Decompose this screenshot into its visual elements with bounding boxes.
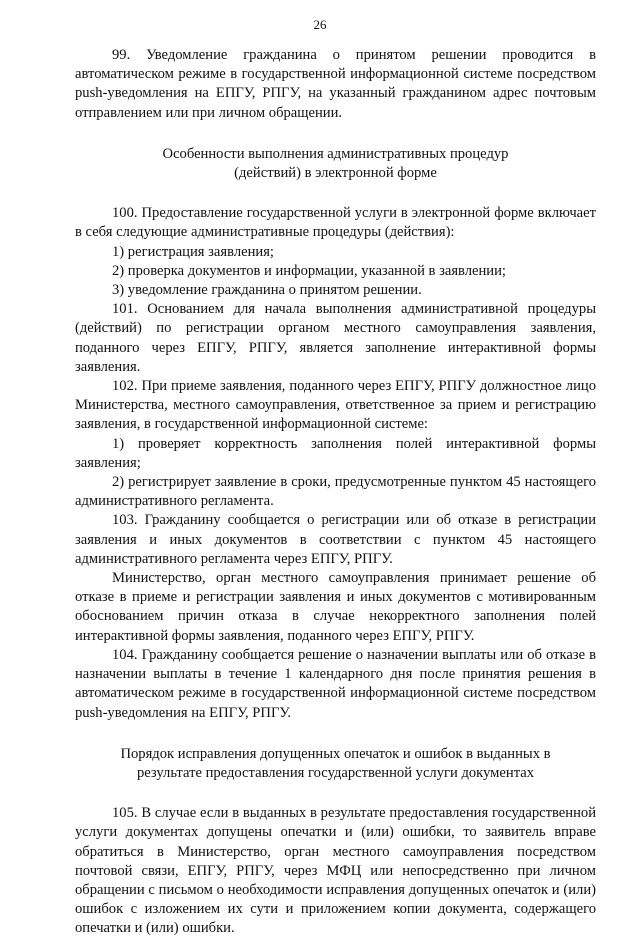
paragraph-103: 103. Гражданину сообщается о регистрации или об отказе в регистрации заявления и иных документов в соответствии с пунктом 45 настоящего административного регламента через ЕПГУ, РПГУ.: [75, 512, 596, 567]
document-body: [75, 46, 596, 939]
paragraph-101: 101. Основанием для начала выполнения административной процедуры (действий) по регистрации органом местного самоуправления заявления, поданного через ЕПГУ, РПГУ, является заполнение интерактивной формы заявления.: [75, 301, 596, 375]
paragraph-102-item-2: 2) регистрирует заявление в сроки, предусмотренные пунктом 45 настоящего административного регламента.: [75, 474, 596, 510]
section-heading-corrections: Порядок исправления допущенных опечаток и ошибок в выданных в результате предоставления государственной услуги документах: [120, 745, 551, 781]
list-item-3: 3) уведомление гражданина о принятом решении.: [112, 282, 422, 299]
paragraph-105: 105. В случае если в выданных в результате предоставления государственной услуги документах допущены опечатки и (или) ошибки, то заявитель вправе обратиться в Министерство, орган местного самоуправления посредством почтовой связи, ЕПГУ, РПГУ, через МФЦ или непосредственно при личном обращении с письмом о необходимости исправления допущенных опечаток и (или) ошибок с изложением их сути и приложением копии документа, содержащего опечатки и (или) ошибки.: [75, 805, 596, 937]
paragraph-99: 99. Уведомление гражданина о принятом решении проводится в автоматическом режиме в государственной информационной системе посредством push-уведомления на ЕПГУ, РПГУ, на указанный гражданином адрес почтовым отправлением или при личном обращении.: [75, 47, 596, 121]
paragraph-103-continued: Министерство, орган местного самоуправления принимает решение об отказе в приеме и регистрации заявления и иных документов с мотивированным обоснованием причин отказа в случае некорректного заполнения полей интерактивной формы заявления, поданного через ЕПГУ, РПГУ.: [75, 570, 596, 644]
paragraph-102-item-1: 1) проверяет корректность заполнения полей интерактивной формы заявления;: [75, 435, 596, 471]
page-number: 26: [313, 17, 327, 32]
paragraph-100: 100. Предоставление государственной услуги в электронной форме включает в себя следующие административные процедуры (действия):: [75, 205, 596, 241]
paragraph-102: 102. При приеме заявления, поданного через ЕПГУ, РПГУ должностное лицо Министерства, местного самоуправления, ответственное за прием и регистрацию заявления, в государственной информационной системе:: [75, 378, 596, 433]
list-item-1: 1) регистрация заявления;: [112, 243, 274, 260]
paragraph-104: 104. Гражданину сообщается решение о назначении выплаты или об отказе в назначении выплаты в течение 1 календарного дня после принятия решения в автоматическом режиме в государственной информационной системе посредством push-уведомления на ЕПГУ, РПГУ.: [75, 646, 596, 721]
section-heading-electronic-procedures: Особенности выполнения административных процедур (действий) в электронной форме: [162, 145, 509, 182]
list-item-2: 2) проверка документов и информации, указанной в заявлении;: [112, 262, 506, 279]
